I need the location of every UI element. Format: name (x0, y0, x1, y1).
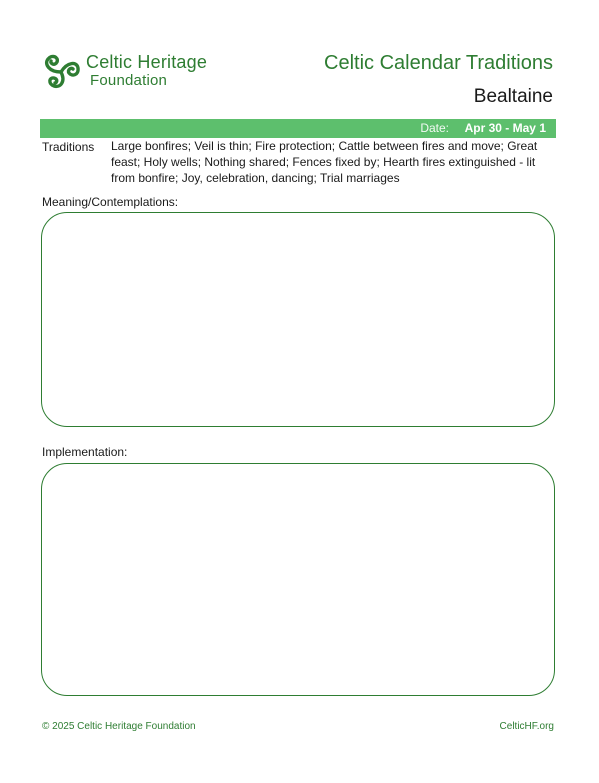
date-bar (40, 119, 556, 138)
implementation-writing-box[interactable] (41, 463, 555, 696)
footer-copyright: © 2025 Celtic Heritage Foundation (42, 721, 196, 732)
meaning-label: Meaning/Contemplations: (42, 195, 179, 209)
logo-name-line1: Celtic Heritage (86, 52, 208, 72)
triskele-icon (40, 52, 82, 90)
traditions-text: Large bonfires; Veil is thin; Fire protection; Cattle between fires and move; Great feast; Holy wells; Nothing shared; Fences fixed by; Hearth fires extinguished - lit from bonfire; Joy, celebration, dancing; Trial marriages (111, 139, 538, 185)
date-label: Date: (420, 121, 449, 135)
page-title: Celtic Calendar Traditions (324, 52, 553, 74)
meaning-writing-box[interactable] (41, 212, 555, 427)
logo (40, 50, 220, 94)
date-value: Apr 30 - May 1 (464, 121, 546, 135)
logo-name-line2: Foundation (90, 72, 168, 89)
traditions-label: Traditions (42, 140, 95, 154)
page-subtitle: Bealtaine (473, 86, 553, 107)
footer-website-link[interactable]: CelticHF.org (499, 721, 554, 732)
implementation-label: Implementation: (42, 445, 128, 459)
